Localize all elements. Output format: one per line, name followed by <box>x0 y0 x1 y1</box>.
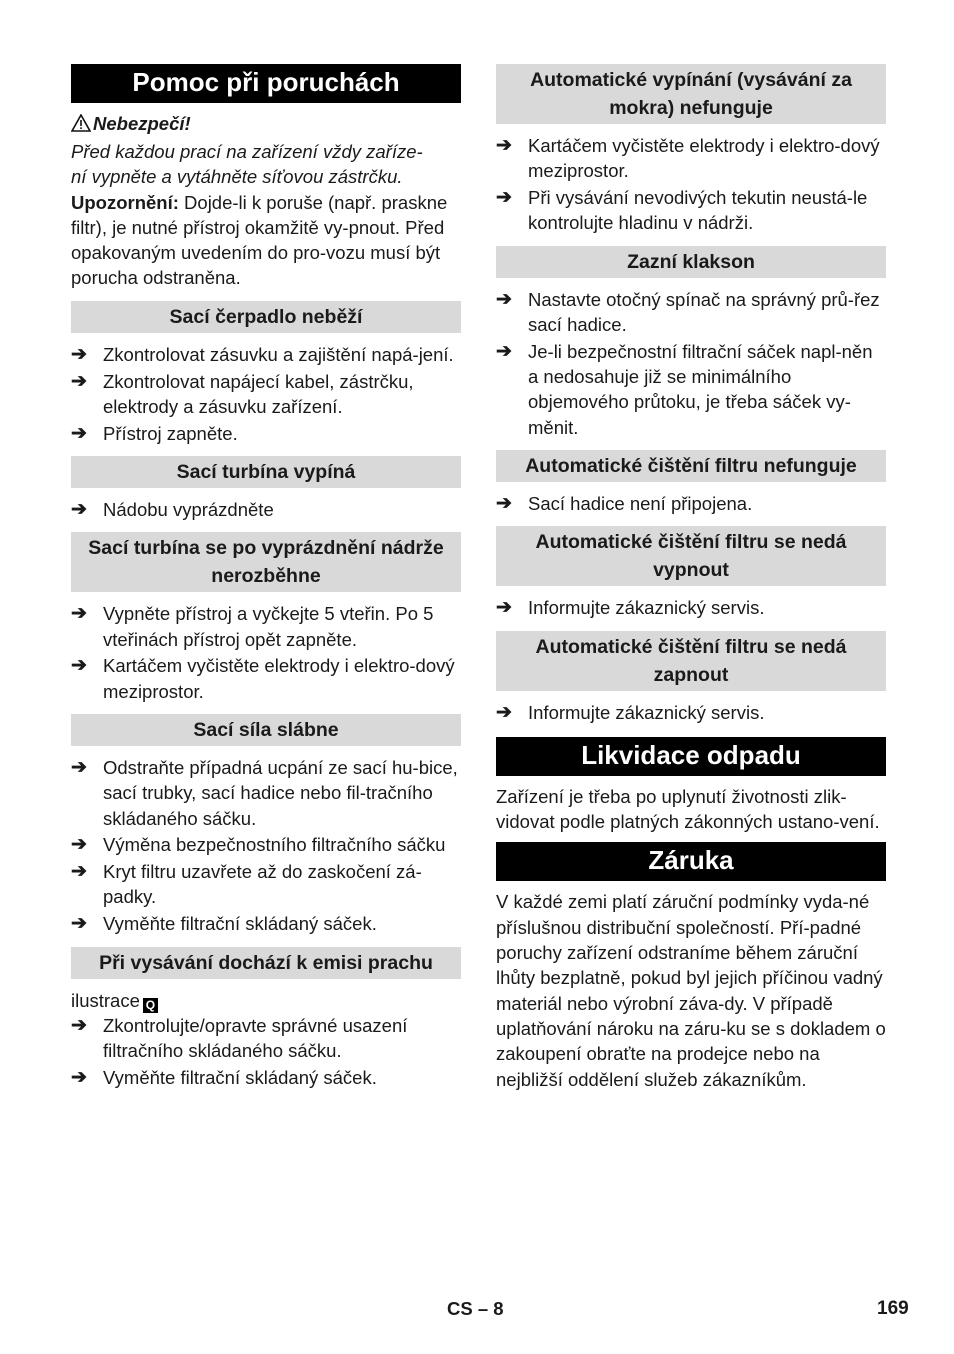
list-item <box>496 287 886 338</box>
warranty-text: V každé zemi platí záruční podmínky vyda-né příslušnou distribuční společností. Pří-padné poruchy zařízení odstraníme během záruční lhůty bezplatně, pokud byl jejich příčinou vadný materiál nebo výrobní záva-dy. V případě uplatňování nároku na záru-ku se s dokladem o zakoupení obraťte na prodejce nebo na nejbližší oddělení služeb zákazníkům. <box>496 891 886 1090</box>
list-item <box>496 185 886 236</box>
arrow-right-icon: ➔ <box>71 603 87 625</box>
list-item-text: Sací hadice není připojena. <box>528 492 753 514</box>
list-item <box>71 421 461 446</box>
list-item-text: Informujte zákaznický servis. <box>528 701 765 723</box>
list-item-text: Vypněte přístroj a vyčkejte 5 vteřin. Po 5 vteřinách přístroj opět zapněte. <box>103 603 434 650</box>
note-label: Upozornění: <box>71 191 179 213</box>
instruction-list <box>71 1013 461 1090</box>
instruction-list <box>496 133 886 236</box>
list-item <box>496 491 886 516</box>
illustration-label: ilustrace <box>71 989 140 1011</box>
list-item <box>71 342 461 367</box>
list-item-text: Zkontrolovat napájecí kabel, zástrčku, elektrody a zásuvku zařízení. <box>103 370 414 417</box>
list-item-text: Je-li bezpečnostní filtrační sáček napl-něn a nedosahuje již se minimálního objemového průtoku, je třeba sáček vy-měnit. <box>528 340 873 438</box>
instruction-list <box>71 342 461 446</box>
footer-language-code: CS – 8 <box>447 1298 504 1319</box>
subsection-heading: Sací turbína vypíná <box>71 456 461 488</box>
list-item-text: Zkontrolovat zásuvku a zajištění napá-jení. <box>103 343 454 365</box>
arrow-right-icon: ➔ <box>71 913 87 935</box>
right-column <box>496 64 886 1092</box>
arrow-right-icon: ➔ <box>71 861 87 883</box>
disposal-text: Zařízení je třeba po uplynutí životnosti zlik-vidovat podle platných zákonných ustano-vení. <box>496 785 880 833</box>
danger-notice <box>71 111 461 139</box>
arrow-right-icon: ➔ <box>71 370 87 392</box>
instruction-list <box>496 595 886 620</box>
note-paragraph <box>71 190 461 291</box>
footer-page-number: 169 <box>877 1298 909 1319</box>
arrow-right-icon: ➔ <box>496 492 512 514</box>
subsection-heading: Automatické čištění filtru nefunguje <box>496 450 886 482</box>
list-item-text: Kartáčem vyčistěte elektrody i elektro-dový meziprostor. <box>103 655 455 702</box>
arrow-right-icon: ➔ <box>71 655 87 677</box>
arrow-right-icon: ➔ <box>496 288 512 310</box>
warning-triangle-icon <box>71 113 93 139</box>
subsection-heading: Automatické vypínání (vysávání za mokra) nefunguje <box>496 64 886 124</box>
subsection-heading: Sací čerpadlo neběží <box>71 301 461 333</box>
list-item <box>71 653 461 704</box>
list-item <box>71 832 461 857</box>
arrow-right-icon: ➔ <box>71 343 87 365</box>
arrow-right-icon: ➔ <box>71 498 87 520</box>
list-item <box>496 700 886 725</box>
subsection-heading: Automatické čištění filtru se nedá vypnout <box>496 526 886 586</box>
arrow-right-icon: ➔ <box>496 187 512 209</box>
list-item <box>496 133 886 184</box>
arrow-right-icon: ➔ <box>496 135 512 156</box>
subsection-heading: Při vysávání dochází k emisi prachu <box>71 947 461 979</box>
list-item <box>71 369 461 420</box>
arrow-right-icon: ➔ <box>71 1014 87 1036</box>
list-item <box>71 497 461 522</box>
list-item <box>71 911 461 936</box>
list-item <box>71 859 461 910</box>
section-title-warranty: Záruka <box>496 842 886 881</box>
danger-text: Před každou prací na zařízení vždy zaříze- ní vypněte a vytáhněte síťovou zástrčku. <box>71 141 423 188</box>
list-item-text: Odstraňte případná ucpání ze sací hu-bice, sací trubky, sací hadice nebo fil-tračního skládaného sáčku. <box>103 756 458 829</box>
arrow-right-icon: ➔ <box>71 1066 87 1088</box>
list-item <box>71 601 461 652</box>
section-title-disposal: Likvidace odpadu <box>496 737 886 776</box>
list-item-text: Nastavte otočný spínač na správný prů-řez sací hadice. <box>528 288 880 335</box>
left-sections <box>71 301 461 1090</box>
arrow-right-icon: ➔ <box>496 701 512 723</box>
list-item <box>71 1065 461 1090</box>
instruction-list <box>496 491 886 516</box>
arrow-right-icon: ➔ <box>496 340 512 362</box>
list-item <box>71 755 461 831</box>
list-item-text: Vyměňte filtrační skládaný sáček. <box>103 913 377 935</box>
left-column <box>71 64 461 1092</box>
arrow-right-icon: ➔ <box>71 834 87 856</box>
arrow-right-icon: ➔ <box>496 597 512 619</box>
instruction-list <box>71 497 461 522</box>
list-item-text: Nádobu vyprázdněte <box>103 498 274 520</box>
section-title-troubleshooting: Pomoc při poruchách <box>71 64 461 103</box>
list-item-text: Zkontrolujte/opravte správné usazení filtračního skládaného sáčku. <box>103 1014 408 1062</box>
note-text: Dojde-li k poruše (např. praskne filtr), je nutné přístroj okamžitě vy-pnout. Před opakovaným uvedením do pro-vozu musí být porucha odstraněna. <box>71 191 448 289</box>
list-item-text: Při vysávání nevodivých tekutin neustá-le kontrolujte hladinu v nádrži. <box>528 187 868 234</box>
illustration-q-icon: Q <box>143 998 158 1013</box>
instruction-list <box>496 287 886 440</box>
instruction-list <box>71 601 461 704</box>
list-item <box>496 339 886 440</box>
list-item-text: Vyměňte filtrační skládaný sáček. <box>103 1066 377 1088</box>
subsection-heading: Zazní klakson <box>496 246 886 278</box>
subsection-heading: Automatické čištění filtru se nedá zapnout <box>496 631 886 691</box>
list-item-text: Kryt filtru uzavřete až do zaskočení zá-padky. <box>103 861 422 908</box>
right-sections <box>496 64 886 725</box>
list-item <box>496 595 886 620</box>
list-item-text: Výměna bezpečnostního filtračního sáčku <box>103 834 446 856</box>
arrow-right-icon: ➔ <box>71 422 87 444</box>
subsection-heading: Sací turbína se po vyprázdnění nádrže nerozběhne <box>71 532 461 592</box>
instruction-list <box>496 700 886 725</box>
illustration-reference <box>71 988 461 1013</box>
instruction-list <box>71 755 461 937</box>
list-item-text: Kartáčem vyčistěte elektrody i elektro-dový meziprostor. <box>528 135 880 182</box>
list-item-text: Informujte zákaznický servis. <box>528 597 765 619</box>
list-item <box>71 1013 461 1064</box>
danger-label: Nebezpečí! <box>93 113 191 134</box>
arrow-right-icon: ➔ <box>71 756 87 778</box>
subsection-heading: Sací síla slábne <box>71 714 461 746</box>
list-item-text: Přístroj zapněte. <box>103 422 238 444</box>
